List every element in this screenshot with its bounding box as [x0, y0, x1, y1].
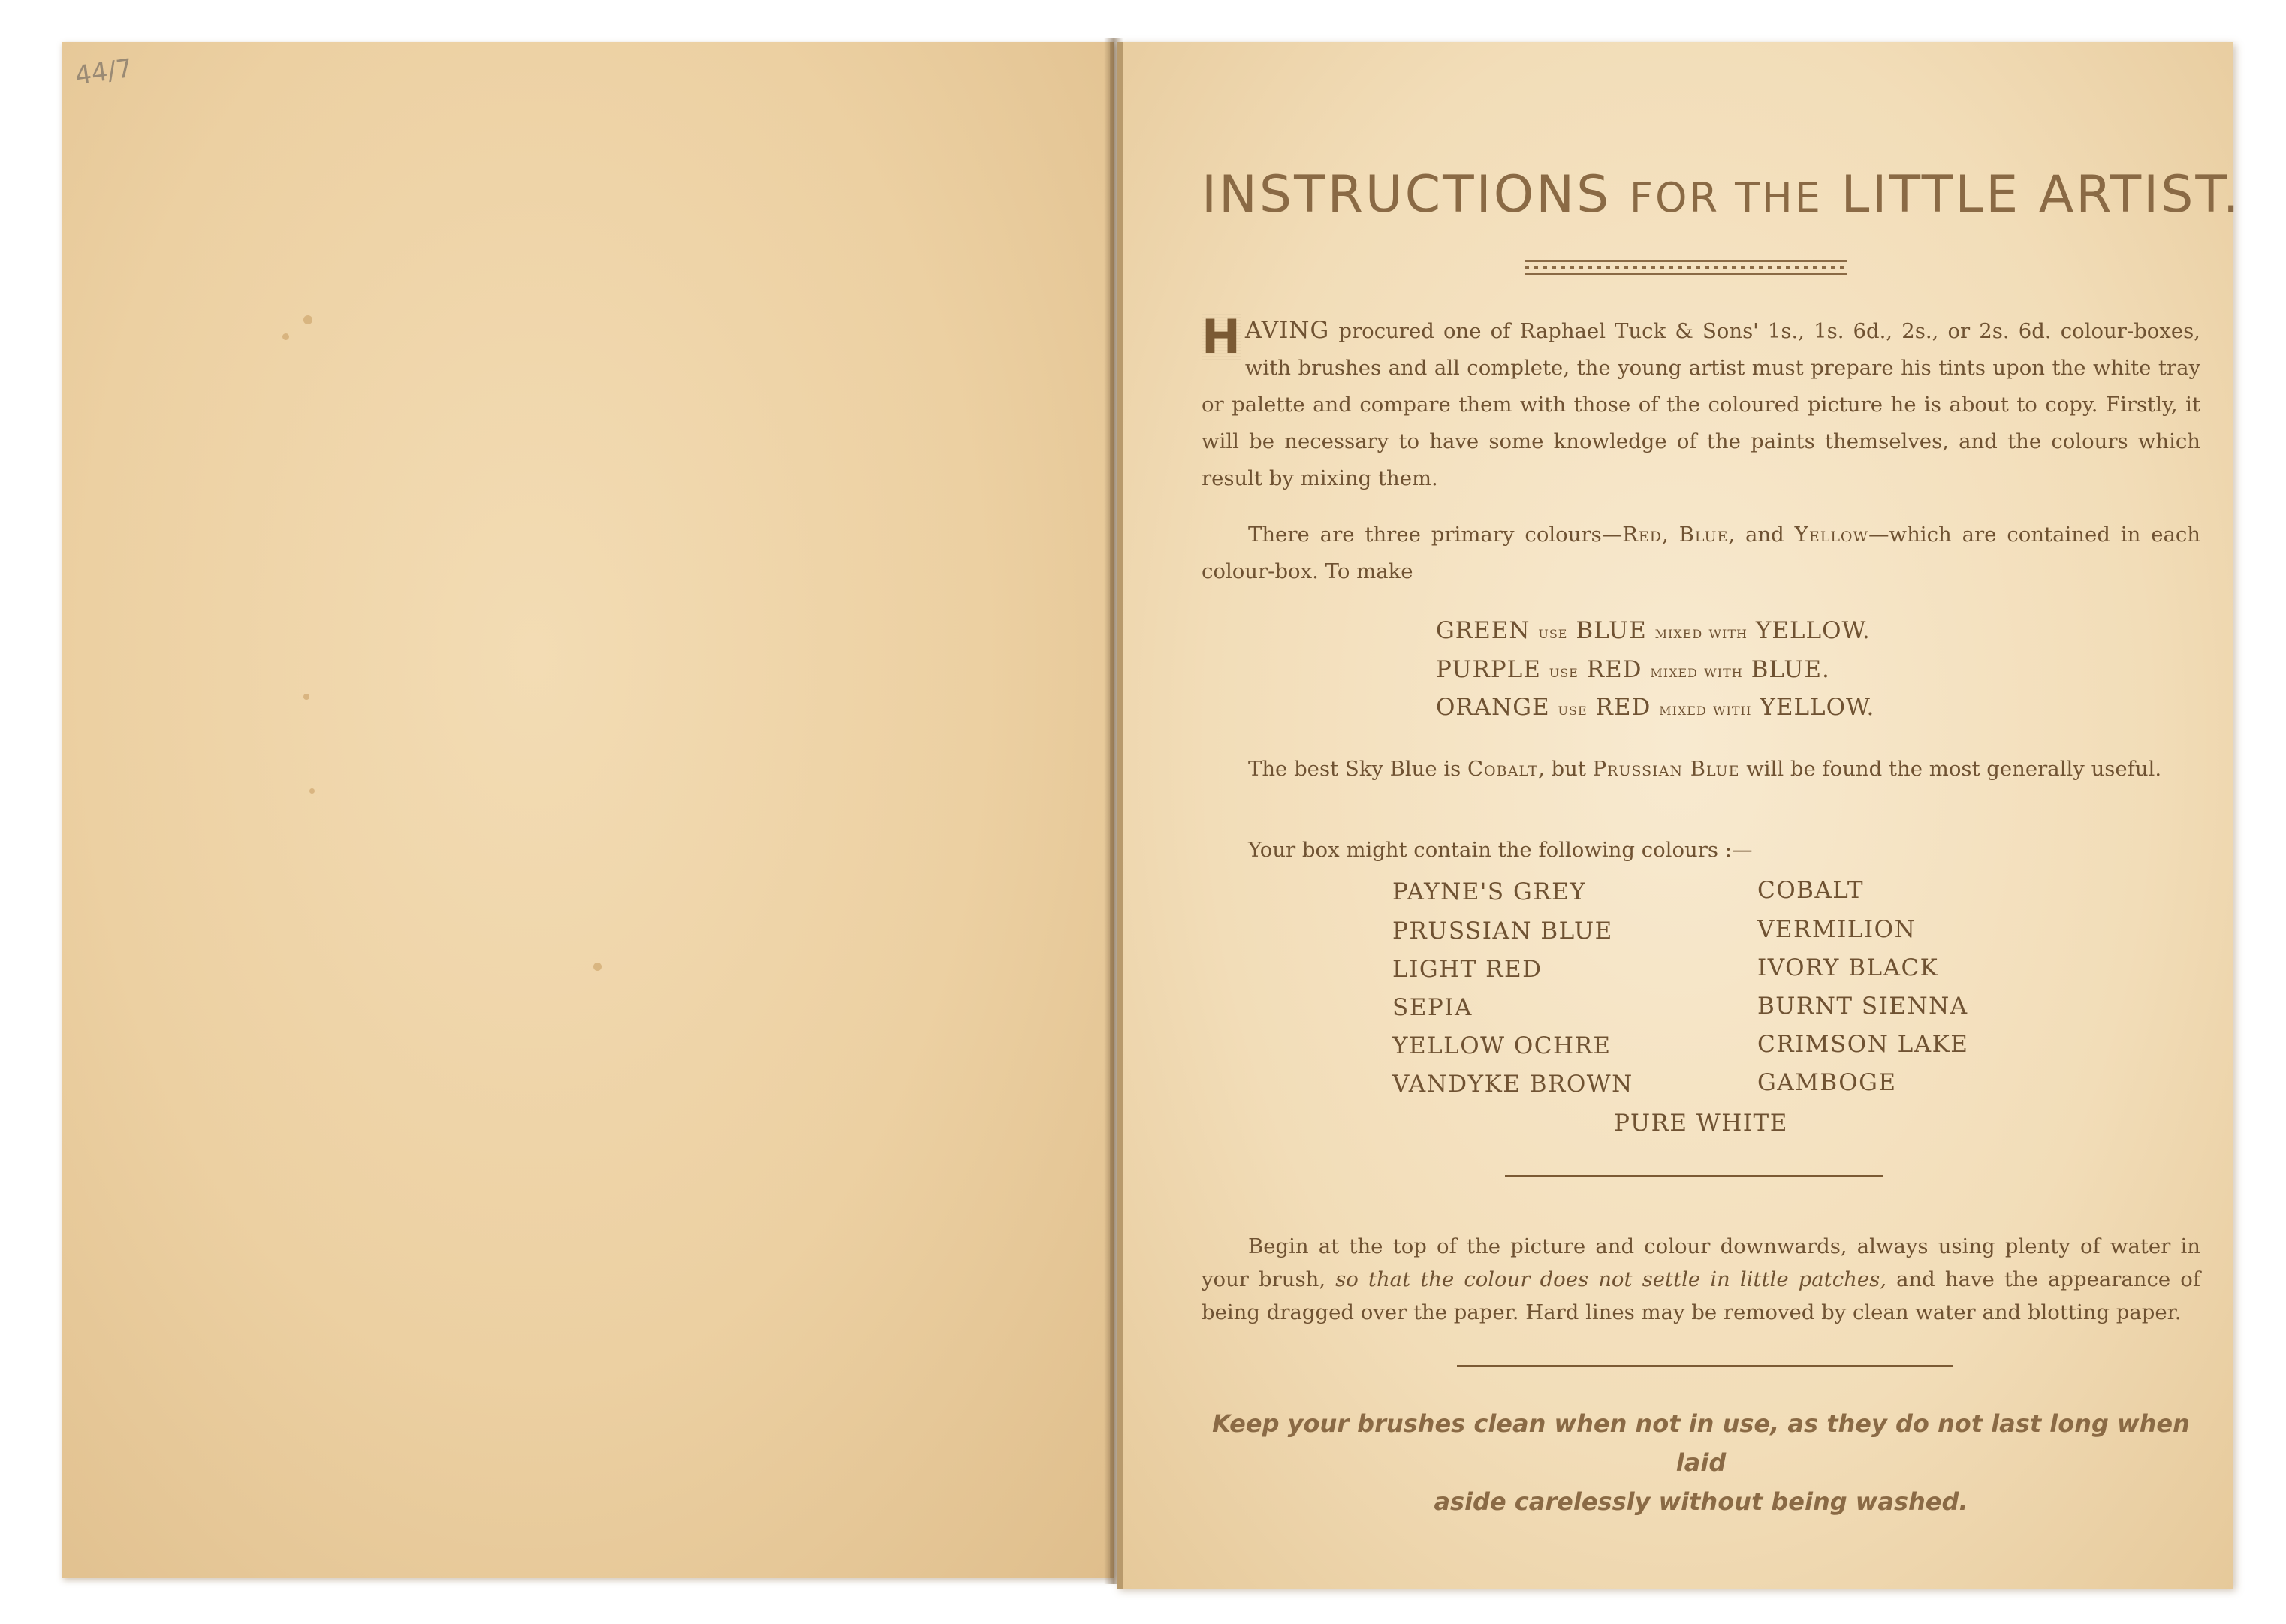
primary-text-after: —which are contained in each colour-box. To make — [1202, 523, 2201, 583]
foxing-spot — [309, 788, 315, 794]
primary-sep-2: , and — [1728, 523, 1795, 547]
intro-text: procured one of Raphael Tuck & Sons' 1s., 1s. 6d., 2s., or 2s. 6d. colour-boxes, with brushes and all complete, the young artist must prepare his tints upon the white tray or palette and compare them with those of the coloured picture he is about to copy. Firstly, it will be necessary to have some knowledge of the paints themselves, and the colours which result by mixing them. — [1202, 319, 2200, 490]
colour-list-item-center: PURE WHITE — [1614, 1110, 1788, 1137]
colour-list-item: CRIMSON LAKE — [1757, 1031, 1969, 1058]
mix-use: use — [1549, 662, 1579, 682]
pencil-mark: 44/7 — [73, 53, 134, 92]
mix-colour-a: RED — [1586, 656, 1642, 683]
primary-yellow: Yellow — [1794, 523, 1869, 547]
colour-list-item: COBALT — [1757, 877, 1865, 904]
primary-colours-paragraph — [1202, 517, 2200, 590]
mix-result: ORANGE — [1436, 694, 1550, 721]
title-part-2: FOR THE — [1629, 174, 1823, 221]
title-part-1: INSTRUCTIONS — [1202, 165, 1612, 224]
mix-colour-a: RED — [1595, 694, 1651, 721]
mix-use: use — [1558, 700, 1588, 719]
mix-line-green — [1436, 617, 2112, 644]
colour-list-item: VANDYKE BROWN — [1392, 1071, 1633, 1098]
mix-colour-a: BLUE — [1576, 617, 1647, 644]
primary-blue: Blue — [1678, 523, 1729, 547]
title-part-3: LITTLE ARTIST. — [1841, 165, 2242, 224]
mix-colour-b: YELLOW. — [1760, 694, 1875, 721]
begin-paragraph — [1202, 1230, 2200, 1329]
sky-cobalt: Cobalt — [1467, 757, 1539, 781]
sky-text-mid: , but — [1538, 757, 1593, 781]
section-divider — [1505, 1175, 1883, 1177]
mix-use: use — [1538, 623, 1568, 643]
foxing-spot — [303, 315, 312, 324]
colour-list-item: IVORY BLACK — [1757, 954, 1939, 981]
closing-line-1: Keep your brushes clean when not in use, as they do not last long when laid — [1212, 1409, 2190, 1477]
colour-list-item: SEPIA — [1392, 994, 1473, 1021]
box-intro: Your box might contain the following colours :— — [1248, 838, 1753, 862]
closing-note — [1202, 1404, 2200, 1521]
colour-list-item: PRUSSIAN BLUE — [1392, 917, 1613, 945]
colour-list-item: BURNT SIENNA — [1757, 993, 1968, 1020]
sky-blue-paragraph — [1202, 751, 2200, 788]
left-page — [62, 42, 1114, 1578]
primary-sep-1: , — [1662, 523, 1679, 547]
mix-mixed-with: mixed with — [1654, 623, 1748, 643]
begin-text-after: and have the appearance of being dragged over the paper. Hard lines may be removed by clean water and blotting paper. — [1202, 1267, 2200, 1324]
intro-paragraph — [1202, 309, 2200, 497]
colour-list-item: GAMBOGE — [1757, 1069, 1897, 1096]
mix-mixed-with: mixed with — [1659, 700, 1752, 719]
foxing-spot — [303, 694, 309, 700]
mix-colour-b: BLUE. — [1751, 656, 1830, 683]
mix-line-orange — [1436, 694, 2112, 721]
colour-list-item: PAYNE'S GREY — [1392, 878, 1587, 905]
begin-italic-text: so that the colour does not settle in little patches, — [1335, 1267, 1886, 1291]
foxing-spot — [282, 333, 289, 340]
colour-list-item: LIGHT RED — [1392, 956, 1543, 983]
closing-line-2: aside carelessly without being washed. — [1434, 1487, 1968, 1516]
primary-red: Red — [1622, 523, 1663, 547]
colour-list-item: YELLOW OCHRE — [1392, 1032, 1612, 1059]
sky-text-after: will be found the most generally useful. — [1739, 757, 2162, 781]
sky-prussian: Prussian Blue — [1592, 757, 1740, 781]
primary-text-before: There are three primary colours— — [1248, 523, 1623, 547]
page-title — [1202, 165, 2242, 224]
intro-first-word: AVING — [1244, 317, 1330, 344]
mix-line-purple — [1436, 656, 2112, 683]
sky-text-before: The best Sky Blue is — [1248, 757, 1468, 781]
colour-list-item: VERMILION — [1757, 916, 1917, 943]
mix-result: GREEN — [1436, 617, 1531, 644]
section-divider — [1457, 1365, 1953, 1367]
mix-mixed-with: mixed with — [1650, 662, 1743, 682]
title-ornament-rule — [1525, 260, 1847, 275]
drop-cap: H — [1202, 309, 1241, 364]
begin-text-before: Begin at the top of the picture and colour downwards, always using plenty of water in your brush, — [1202, 1234, 2200, 1291]
foxing-spot — [593, 963, 602, 971]
mix-result: PURPLE — [1436, 656, 1541, 683]
mix-colour-b: YELLOW. — [1755, 617, 1871, 644]
